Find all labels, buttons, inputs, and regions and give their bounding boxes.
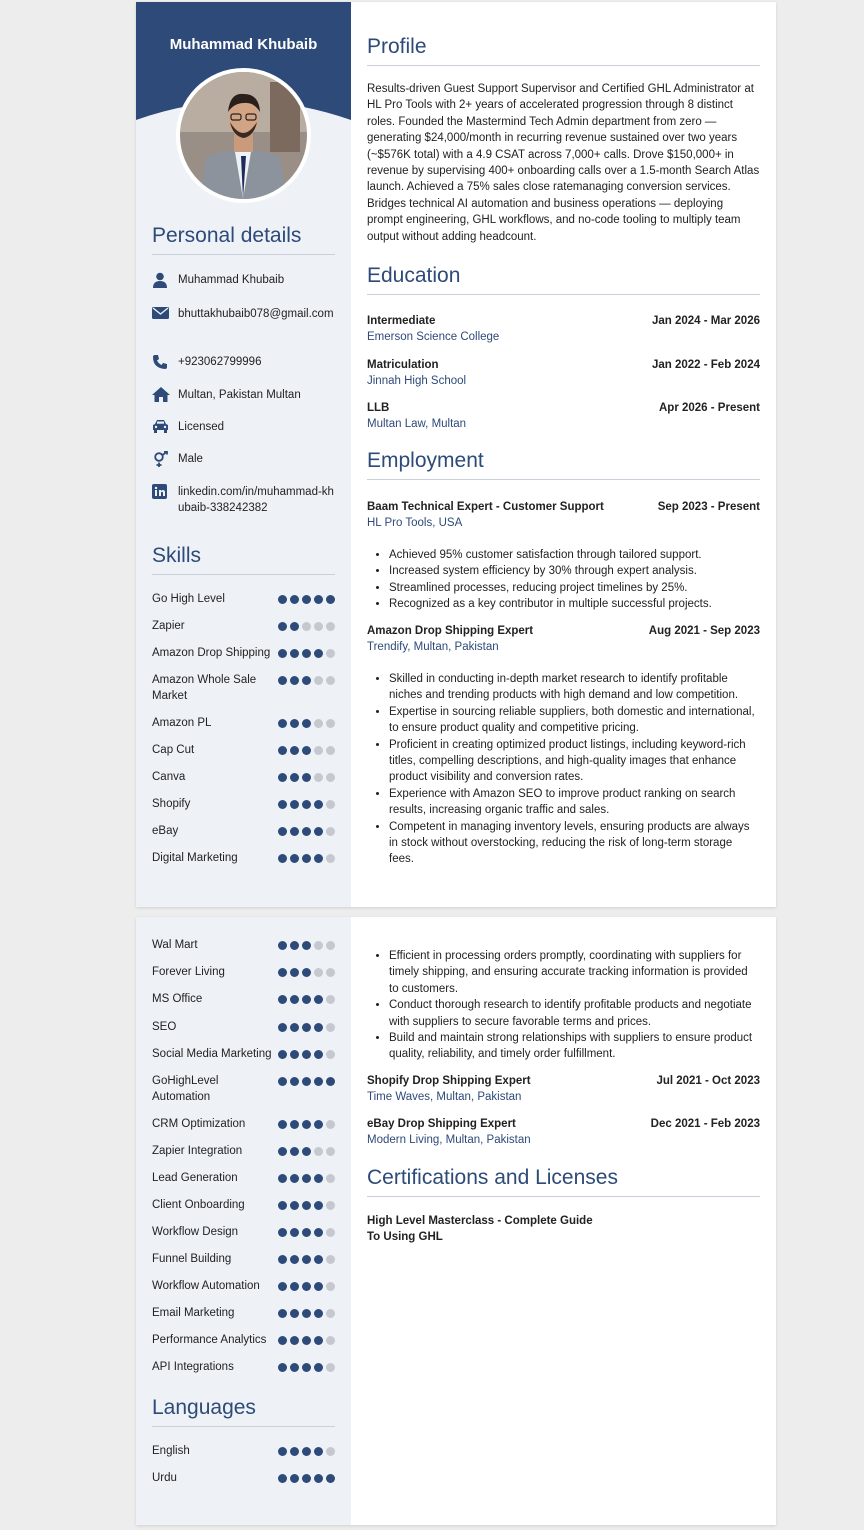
rating-dot — [314, 1120, 323, 1129]
rating-dot — [278, 719, 287, 728]
job-company: HL Pro Tools, USA — [367, 517, 463, 529]
rating-dot — [314, 719, 323, 728]
profile-heading: Profile — [367, 35, 760, 66]
rating-dot — [278, 1255, 287, 1264]
skill-label: MS Office — [152, 993, 203, 1005]
skill-label: Lead Generation — [152, 1172, 238, 1184]
gender-icon — [152, 451, 170, 467]
rating-dots — [278, 1147, 336, 1156]
profile-section — [367, 35, 760, 245]
skill-label: eBay — [152, 825, 179, 837]
rating-dot — [326, 1255, 335, 1264]
personal-phone-text: +923062799996 — [178, 356, 262, 368]
job-bullets — [367, 547, 760, 613]
rating-dot — [302, 746, 311, 755]
education-dates: Jan 2024 - Mar 2026 — [651, 315, 760, 327]
rating-dot — [290, 1077, 299, 1086]
skill-label: Email Marketing — [152, 1307, 235, 1319]
certifications-heading: Certifications and Licenses — [367, 1166, 760, 1197]
rating-dot — [302, 1077, 311, 1086]
rating-dot — [326, 1120, 335, 1129]
job-bullet: • Achieved 95% customer satisfaction through tailored support. — [389, 547, 760, 563]
rating-dot — [302, 676, 311, 685]
rating-dots — [278, 968, 336, 977]
education-school: Multan Law, Multan — [367, 418, 467, 430]
rating-dot — [290, 1336, 299, 1345]
rating-dot — [326, 1201, 335, 1210]
skill-label: Canva — [152, 771, 186, 783]
rating-dot — [290, 854, 299, 863]
rating-dots — [278, 1050, 336, 1059]
rating-dot — [278, 1309, 287, 1318]
rating-dot — [290, 1228, 299, 1237]
education-school: Jinnah High School — [367, 375, 467, 387]
employment-section — [367, 449, 760, 480]
rating-dots — [278, 1174, 336, 1183]
rating-dot — [326, 1174, 335, 1183]
rating-dot — [278, 1050, 287, 1059]
rating-dots — [278, 622, 336, 631]
rating-dot — [326, 800, 335, 809]
rating-dot — [302, 854, 311, 863]
education-degree: Matriculation — [367, 359, 439, 371]
rating-dot — [290, 1050, 299, 1059]
rating-dot — [314, 1023, 323, 1032]
rating-dot — [314, 1077, 323, 1086]
rating-dot — [326, 649, 335, 658]
rating-dot — [326, 1336, 335, 1345]
job-bullet: • Conduct thorough research to identify profitable products and negotiate with suppliers to secure favorable terms and prices. — [389, 997, 760, 1030]
job-bullet: • Experience with Amazon SEO to improve product ranking on search results, increasing organic traffic and sales. — [389, 786, 760, 819]
rating-dot — [326, 995, 335, 1004]
skill-label: GoHighLevel Automation — [152, 1075, 219, 1103]
rating-dot — [302, 968, 311, 977]
rating-dot — [314, 827, 323, 836]
rating-dot — [290, 827, 299, 836]
rating-dot — [326, 941, 335, 950]
rating-dot — [290, 1255, 299, 1264]
education-heading: Education — [367, 264, 760, 295]
rating-dots — [278, 1363, 336, 1372]
certifications-section — [367, 1166, 760, 1245]
rating-dots — [278, 800, 336, 809]
rating-dot — [278, 676, 287, 685]
rating-dot — [278, 800, 287, 809]
job-bullet: • Increased system efficiency by 30% through expert analysis. — [389, 563, 760, 579]
rating-dot — [314, 595, 323, 604]
rating-dot — [302, 1447, 311, 1456]
rating-dot — [278, 827, 287, 836]
rating-dots — [278, 1023, 336, 1032]
rating-dots — [278, 1120, 336, 1129]
rating-dot — [326, 827, 335, 836]
job-company: Trendify, Multan, Pakistan — [367, 641, 499, 653]
rating-dot — [314, 1336, 323, 1345]
languages-heading: Languages — [152, 1396, 335, 1427]
rating-dot — [278, 1474, 287, 1483]
education-dates: Apr 2026 - Present — [659, 402, 760, 414]
rating-dot — [314, 746, 323, 755]
rating-dot — [290, 622, 299, 631]
skill-label: SEO — [152, 1021, 177, 1033]
rating-dot — [278, 1282, 287, 1291]
rating-dot — [278, 1201, 287, 1210]
languages-section — [152, 1396, 335, 1484]
personal-name-text: Muhammad Khubaib — [178, 274, 285, 286]
person-icon — [152, 272, 170, 288]
rating-dot — [290, 941, 299, 950]
rating-dot — [314, 649, 323, 658]
rating-dot — [302, 1120, 311, 1129]
rating-dot — [326, 1447, 335, 1456]
skills-section — [152, 544, 335, 864]
rating-dot — [326, 622, 335, 631]
rating-dot — [326, 595, 335, 604]
rating-dot — [314, 1050, 323, 1059]
rating-dot — [302, 1255, 311, 1264]
rating-dot — [314, 854, 323, 863]
skill-label: Amazon PL — [152, 717, 212, 729]
skill-label: Wal Mart — [152, 939, 198, 951]
rating-dot — [278, 622, 287, 631]
language-label: Urdu — [152, 1472, 177, 1484]
rating-dot — [326, 1309, 335, 1318]
rating-dot — [278, 854, 287, 863]
rating-dots — [278, 827, 336, 836]
rating-dot — [314, 1174, 323, 1183]
resume-page-2 — [136, 917, 776, 1525]
rating-dot — [290, 649, 299, 658]
rating-dot — [314, 1309, 323, 1318]
rating-dot — [302, 719, 311, 728]
rating-dot — [302, 827, 311, 836]
job-bullet: • Recognized as a key contributor in multiple successful projects. — [389, 596, 760, 612]
job-dates: Dec 2021 - Feb 2023 — [650, 1118, 760, 1130]
rating-dot — [290, 595, 299, 604]
rating-dot — [302, 1228, 311, 1237]
rating-dots — [278, 1282, 336, 1291]
skills-heading: Skills — [152, 544, 335, 575]
rating-dots — [278, 854, 336, 863]
rating-dot — [290, 800, 299, 809]
rating-dots — [278, 995, 336, 1004]
skill-label: API Integrations — [152, 1361, 234, 1373]
rating-dot — [302, 649, 311, 658]
rating-dot — [290, 1363, 299, 1372]
personal-gender-text: Male — [178, 453, 203, 465]
rating-dot — [314, 995, 323, 1004]
job-bullet: • Expertise in sourcing reliable suppliers, both domestic and international, to ensure product quality and competitive pricing. — [389, 704, 760, 737]
skill-label: Go High Level — [152, 593, 225, 605]
rating-dots — [278, 1077, 336, 1086]
rating-dot — [278, 941, 287, 950]
sidebar — [136, 917, 351, 1525]
rating-dot — [326, 854, 335, 863]
rating-dot — [314, 773, 323, 782]
job-bullet: • Build and maintain strong relationships with suppliers to ensure product quality, reliability, and timely order fulfillment. — [389, 1030, 760, 1063]
rating-dot — [302, 1023, 311, 1032]
rating-dot — [302, 1474, 311, 1483]
rating-dot — [278, 1147, 287, 1156]
skill-label: Forever Living — [152, 966, 225, 978]
email-icon — [152, 306, 170, 322]
skill-label: Digital Marketing — [152, 852, 238, 864]
job-bullet: • Competent in managing inventory levels, ensuring products are always in stock without overstocking, reducing the risk of long-term storage fees. — [389, 819, 760, 868]
rating-dot — [314, 1147, 323, 1156]
rating-dot — [290, 995, 299, 1004]
rating-dot — [326, 719, 335, 728]
job-bullet: • Efficient in processing orders promptly, coordinating with suppliers for timely shipping, and ensuring accurate tracking information is provided to customers. — [389, 948, 760, 997]
rating-dot — [278, 1077, 287, 1086]
rating-dot — [290, 746, 299, 755]
rating-dot — [302, 1174, 311, 1183]
rating-dot — [326, 746, 335, 755]
rating-dot — [326, 1228, 335, 1237]
personal-details-heading: Personal details — [152, 224, 335, 255]
profile-photo — [176, 68, 311, 203]
rating-dot — [278, 595, 287, 604]
skill-label: Social Media Marketing — [152, 1048, 272, 1060]
job-dates: Sep 2023 - Present — [657, 501, 760, 513]
job-dates: Jul 2021 - Oct 2023 — [656, 1075, 760, 1087]
rating-dots — [278, 676, 336, 685]
sidebar — [136, 2, 351, 907]
rating-dot — [278, 1447, 287, 1456]
rating-dot — [314, 1255, 323, 1264]
rating-dot — [326, 1474, 335, 1483]
rating-dot — [314, 1201, 323, 1210]
rating-dot — [278, 773, 287, 782]
rating-dots — [278, 1201, 336, 1210]
rating-dots — [278, 1474, 336, 1483]
rating-dot — [290, 1201, 299, 1210]
rating-dot — [278, 995, 287, 1004]
personal-license-text: Licensed — [178, 421, 225, 433]
rating-dot — [314, 968, 323, 977]
skill-label: Performance Analytics — [152, 1334, 267, 1346]
job-title: eBay Drop Shipping Expert — [367, 1118, 516, 1130]
rating-dot — [326, 1147, 335, 1156]
rating-dot — [278, 1363, 287, 1372]
rating-dot — [290, 1147, 299, 1156]
rating-dot — [290, 1023, 299, 1032]
rating-dot — [302, 773, 311, 782]
rating-dot — [290, 1282, 299, 1291]
skill-label: Workflow Design — [152, 1226, 239, 1238]
education-degree: LLB — [367, 402, 390, 414]
skill-label: Client Onboarding — [152, 1199, 245, 1211]
job-bullets-continued — [367, 948, 760, 1063]
rating-dot — [290, 1174, 299, 1183]
rating-dots — [278, 773, 336, 782]
rating-dot — [326, 1363, 335, 1372]
skill-label: Shopify — [152, 798, 191, 810]
rating-dot — [314, 1228, 323, 1237]
rating-dot — [290, 968, 299, 977]
rating-dot — [314, 1282, 323, 1291]
skill-label: Amazon Whole Sale Market — [152, 674, 257, 702]
rating-dot — [302, 595, 311, 604]
rating-dot — [302, 1336, 311, 1345]
profile-summary: Results-driven Guest Support Supervisor and Certified GHL Administrator at HL Pro Tools with 2+ years of accelerated progression through 8 distinct roles. Founded the Mastermind Tech Admin department from zero — generating $24,000/month in recurring revenue sustained over two years (~$576K total) with a 4.9 CSAT across 7,000+ calls. Drove $150,000+ in revenue by supervising 400+ onboarding calls over a 1.5-month Search Atlas launch. Achieved a 75% sales close ratemanaging conversion services. Bridges technical AI automation and business operations — deploying prompt engineering, GHL workflows, and no-code tooling to multiply team output without adding headcount. — [367, 83, 760, 243]
rating-dot — [278, 649, 287, 658]
employment-heading: Employment — [367, 449, 760, 480]
rating-dot — [278, 1023, 287, 1032]
skill-label: Workflow Automation — [152, 1280, 260, 1292]
job-bullet: • Skilled in conducting in-depth market research to identify profitable niches and trending products with high demand and low competition. — [389, 671, 760, 704]
rating-dots — [278, 719, 336, 728]
rating-dot — [314, 622, 323, 631]
rating-dot — [326, 773, 335, 782]
rating-dot — [314, 1447, 323, 1456]
skill-label: Cap Cut — [152, 744, 195, 756]
job-bullet: • Streamlined processes, reducing project timelines by 25%. — [389, 580, 760, 596]
job-bullets — [367, 671, 760, 868]
rating-dot — [278, 1120, 287, 1129]
job-dates: Aug 2021 - Sep 2023 — [648, 625, 760, 637]
rating-dot — [290, 1474, 299, 1483]
rating-dot — [326, 676, 335, 685]
rating-dot — [314, 941, 323, 950]
rating-dot — [290, 1447, 299, 1456]
rating-dots — [278, 1309, 336, 1318]
skill-label: CRM Optimization — [152, 1118, 246, 1130]
rating-dot — [302, 1201, 311, 1210]
job-title: Amazon Drop Shipping Expert — [367, 625, 534, 637]
rating-dot — [302, 1147, 311, 1156]
rating-dot — [302, 800, 311, 809]
rating-dot — [326, 1050, 335, 1059]
education-section — [367, 264, 760, 295]
rating-dot — [314, 676, 323, 685]
rating-dot — [278, 1228, 287, 1237]
job-company: Time Waves, Multan, Pakistan — [367, 1091, 522, 1103]
rating-dots — [278, 649, 336, 658]
rating-dots — [278, 941, 336, 950]
rating-dot — [326, 1077, 335, 1086]
rating-dots — [278, 595, 336, 604]
skill-label: Funnel Building — [152, 1253, 232, 1265]
job-company: Modern Living, Multan, Pakistan — [367, 1134, 531, 1146]
resume-page-1 — [136, 2, 776, 907]
certification-item: High Level Masterclass - Complete Guide To Using GHL — [367, 1215, 593, 1243]
education-school: Emerson Science College — [367, 331, 500, 343]
personal-address-text: Multan, Pakistan Multan — [178, 389, 301, 401]
education-degree: Intermediate — [367, 315, 436, 327]
language-label: English — [152, 1445, 190, 1457]
rating-dot — [278, 1174, 287, 1183]
rating-dot — [302, 1050, 311, 1059]
personal-details-section — [152, 224, 335, 514]
rating-dot — [290, 719, 299, 728]
candidate-name: Muhammad Khubaib — [169, 36, 318, 53]
phone-icon — [152, 354, 170, 370]
home-icon — [152, 387, 170, 403]
rating-dot — [314, 800, 323, 809]
rating-dot — [290, 676, 299, 685]
rating-dot — [326, 1023, 335, 1032]
rating-dots — [278, 1228, 336, 1237]
rating-dot — [326, 968, 335, 977]
linkedin-icon — [152, 484, 170, 500]
rating-dot — [302, 1309, 311, 1318]
rating-dot — [302, 622, 311, 631]
rating-dots — [278, 746, 336, 755]
skill-label: Zapier — [152, 620, 185, 632]
rating-dot — [326, 1282, 335, 1291]
rating-dot — [314, 1363, 323, 1372]
rating-dot — [278, 1336, 287, 1345]
rating-dots — [278, 1255, 336, 1264]
rating-dot — [290, 773, 299, 782]
job-bullet: • Proficient in creating optimized product listings, including keyword-rich titles, compelling descriptions, and high-quality images that enhance product visibility and conversion rates. — [389, 737, 760, 786]
education-dates: Jan 2022 - Feb 2024 — [651, 359, 760, 371]
rating-dot — [302, 995, 311, 1004]
car-icon — [152, 419, 170, 435]
skill-label: Zapier Integration — [152, 1145, 243, 1157]
rating-dot — [302, 1363, 311, 1372]
rating-dots — [278, 1447, 336, 1456]
rating-dots — [278, 1336, 336, 1345]
rating-dot — [302, 1282, 311, 1291]
rating-dot — [302, 941, 311, 950]
personal-linkedin-text[interactable]: linkedin.com/in/muhammad-khubaib-338242382 — [178, 486, 334, 514]
job-title: Shopify Drop Shipping Expert — [367, 1075, 531, 1087]
rating-dot — [290, 1120, 299, 1129]
rating-dot — [290, 1309, 299, 1318]
rating-dot — [278, 746, 287, 755]
rating-dot — [314, 1474, 323, 1483]
skill-label: Amazon Drop Shipping — [152, 647, 271, 659]
job-title: Baam Technical Expert - Customer Support — [367, 501, 604, 513]
personal-email-text[interactable]: bhuttakhubaib078@gmail.com — [178, 308, 334, 320]
rating-dot — [278, 968, 287, 977]
